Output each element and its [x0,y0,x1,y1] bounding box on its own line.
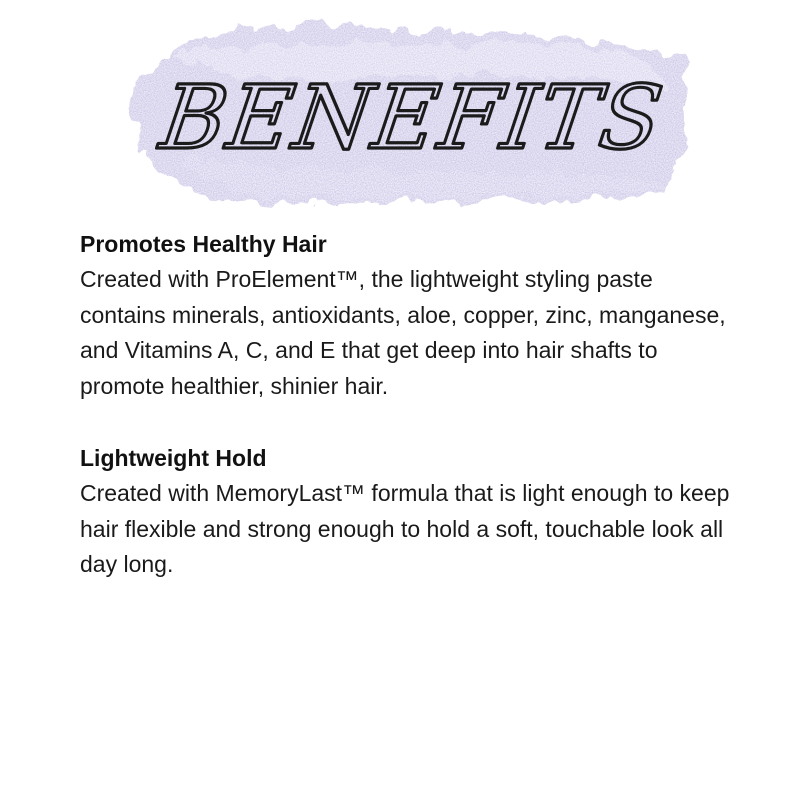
benefit-description: Created with ProElement™, the lightweight styling paste contains minerals, antioxidants, aloe, copper, zinc, manganese, and Vitamins A, C, and E that get deep into hair shafts to promote healthier, shinier hair. [80,266,726,399]
benefits-title: BENEFITS [154,66,671,169]
benefits-content [80,226,730,619]
benefits-banner [120,8,700,218]
benefit-heading: Lightweight Hold [80,445,267,471]
benefit-description: Created with MemoryLast™ formula that is light enough to keep hair flexible and strong enough to hold a soft, touchable look all day long. [80,480,730,577]
watercolor-brush-graphic [120,8,700,218]
benefit-section-healthy-hair [80,226,730,404]
benefit-section-lightweight-hold [80,440,730,583]
benefit-heading: Promotes Healthy Hair [80,231,327,257]
